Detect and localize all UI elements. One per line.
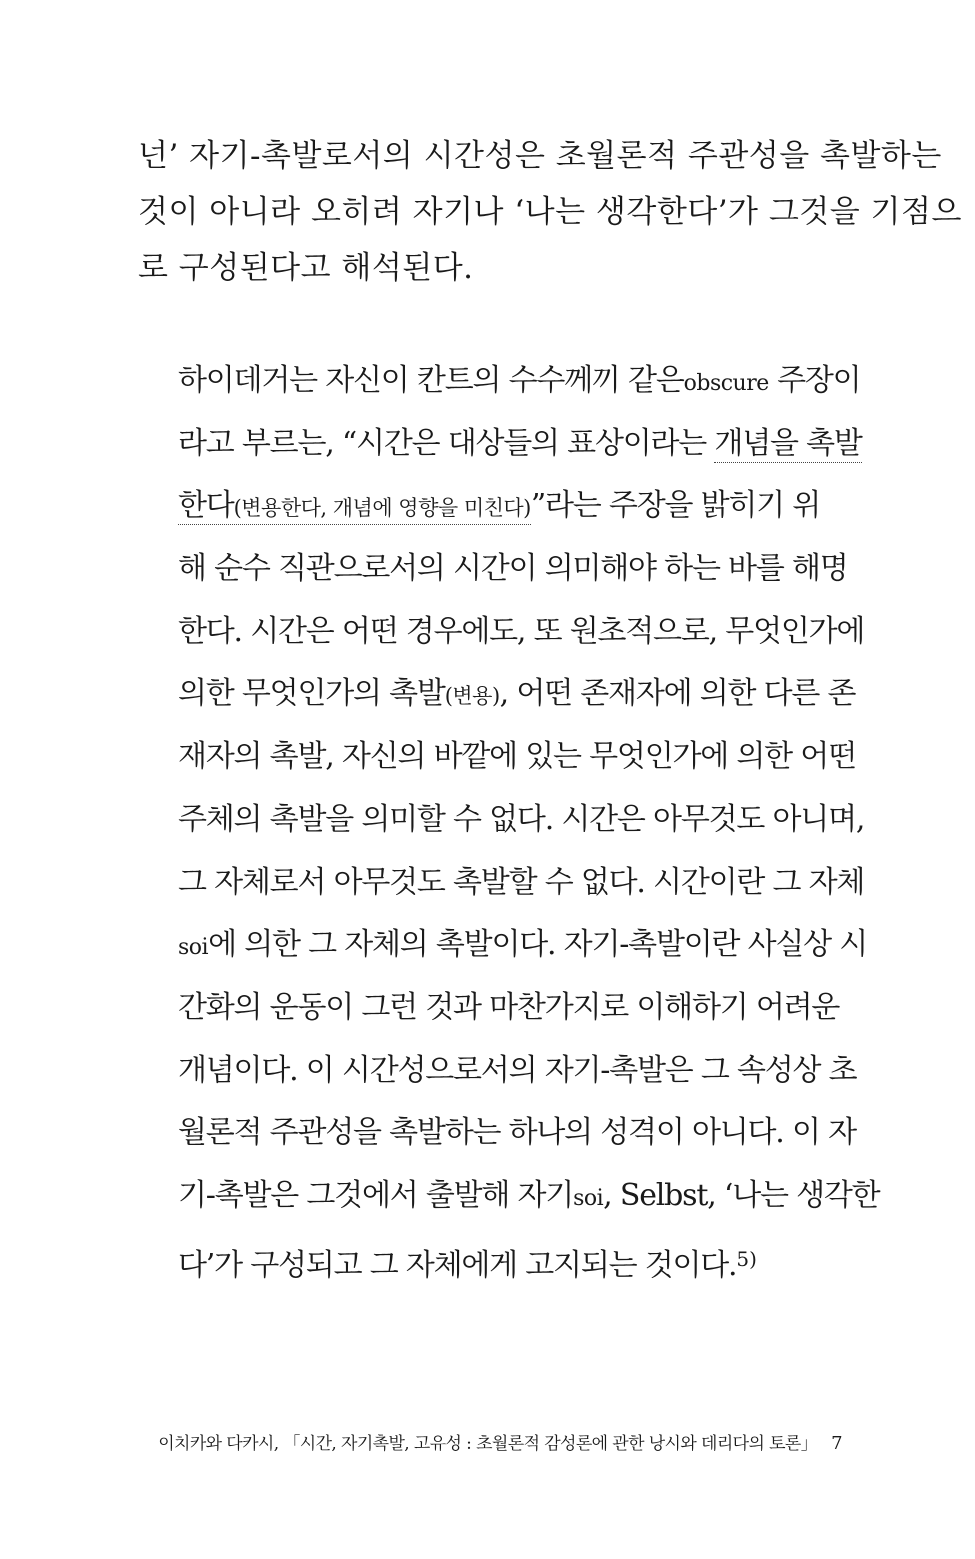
quote-line: 월론적 주관성을 촉발하는 하나의 성격이 아니다. 이 자 (178, 1115, 856, 1151)
quote-line (178, 350, 861, 413)
quote-text-segment: 의한 무엇인가의 촉발 (178, 676, 445, 712)
original-term: soi (573, 1185, 604, 1211)
quote-line: 간화의 운동이 그런 것과 마찬가지로 이해하기 어려운 (178, 989, 840, 1025)
quote-text-segment: 하이데거는 자신이 칸트의 수수께끼 같은 (178, 363, 684, 398)
quote-text-segment: ”라는 주장을 밝히기 위 (530, 488, 821, 524)
quote-line (178, 914, 868, 977)
quote-line: 그 자체로서 아무것도 촉발할 수 없다. 시간이란 그 자체 (178, 864, 865, 900)
quote-line: 한다. 시간은 어떤 경우에도, 또 원초적으로, 무엇인가에 (178, 613, 865, 649)
quote-line: 주체의 촉발을 의미할 수 없다. 시간은 아무것도 아니며, (178, 801, 865, 837)
quote-line (178, 475, 821, 538)
original-term: soi (178, 935, 209, 961)
quote-text-segment: , Selbst, ‘나는 생각한 (603, 1177, 880, 1213)
quote-text-segment: 다’가 구성되고 그 자체에게 고지되는 것이다. (178, 1247, 737, 1283)
translator-note: (변용한다, 개념에 영향을 미친다) (233, 496, 531, 521)
quote-line (178, 413, 862, 476)
translator-note: (변용) (444, 684, 500, 709)
paragraph-line: 넌’ 자기-촉발로서의 시간성은 초월론적 주관성을 촉발하는 (138, 138, 942, 174)
quote-line: 개념이다. 이 시간성으로서의 자기-촉발은 그 속성상 초 (178, 1052, 857, 1088)
paragraph-line: 로 구성된다고 해석된다. (138, 250, 474, 286)
quote-text-segment: 라고 부르는, “시간은 대상들의 표상이라는 (178, 425, 715, 461)
running-footer (158, 1433, 842, 1455)
footnote-reference[interactable]: 5) (736, 1246, 757, 1271)
underlined-phrase (178, 488, 531, 525)
quote-line (178, 663, 856, 726)
block-quote (178, 350, 880, 1290)
quote-line: 해 순수 직관으로서의 시간이 의미해야 하는 바를 해명 (178, 551, 848, 587)
page-number: 7 (831, 1433, 842, 1454)
underlined-phrase: 개념을 촉발 (714, 425, 862, 461)
quote-text-segment: 에 의한 그 자체의 촉발이다. 자기-촉발이란 사실상 시 (208, 927, 868, 963)
quote-line (178, 1165, 880, 1228)
quote-line: 재자의 촉발, 자신의 바깥에 있는 무엇인가에 의한 어떤 (178, 739, 856, 775)
running-title: 이치카와 다카시, 「시간, 자기촉발, 고유성 : 초월론적 감성론에 관한 낭시와 데리다의 토론」 (158, 1434, 818, 1454)
paragraph-continued (138, 128, 962, 296)
original-term: obscure (683, 371, 769, 396)
quote-text-segment: 주장이 (768, 363, 861, 398)
quote-line (178, 1228, 802, 1291)
quote-text-segment: , 어떤 존재자에 의한 다른 존 (499, 676, 856, 712)
quote-text-segment: 한다 (178, 488, 234, 524)
quote-text-segment: 기-촉발은 그것에서 출발해 자기 (178, 1177, 574, 1213)
paragraph-line: 것이 아니라 오히려 자기나 ‘나는 생각한다’가 그것을 기점으 (138, 194, 962, 230)
